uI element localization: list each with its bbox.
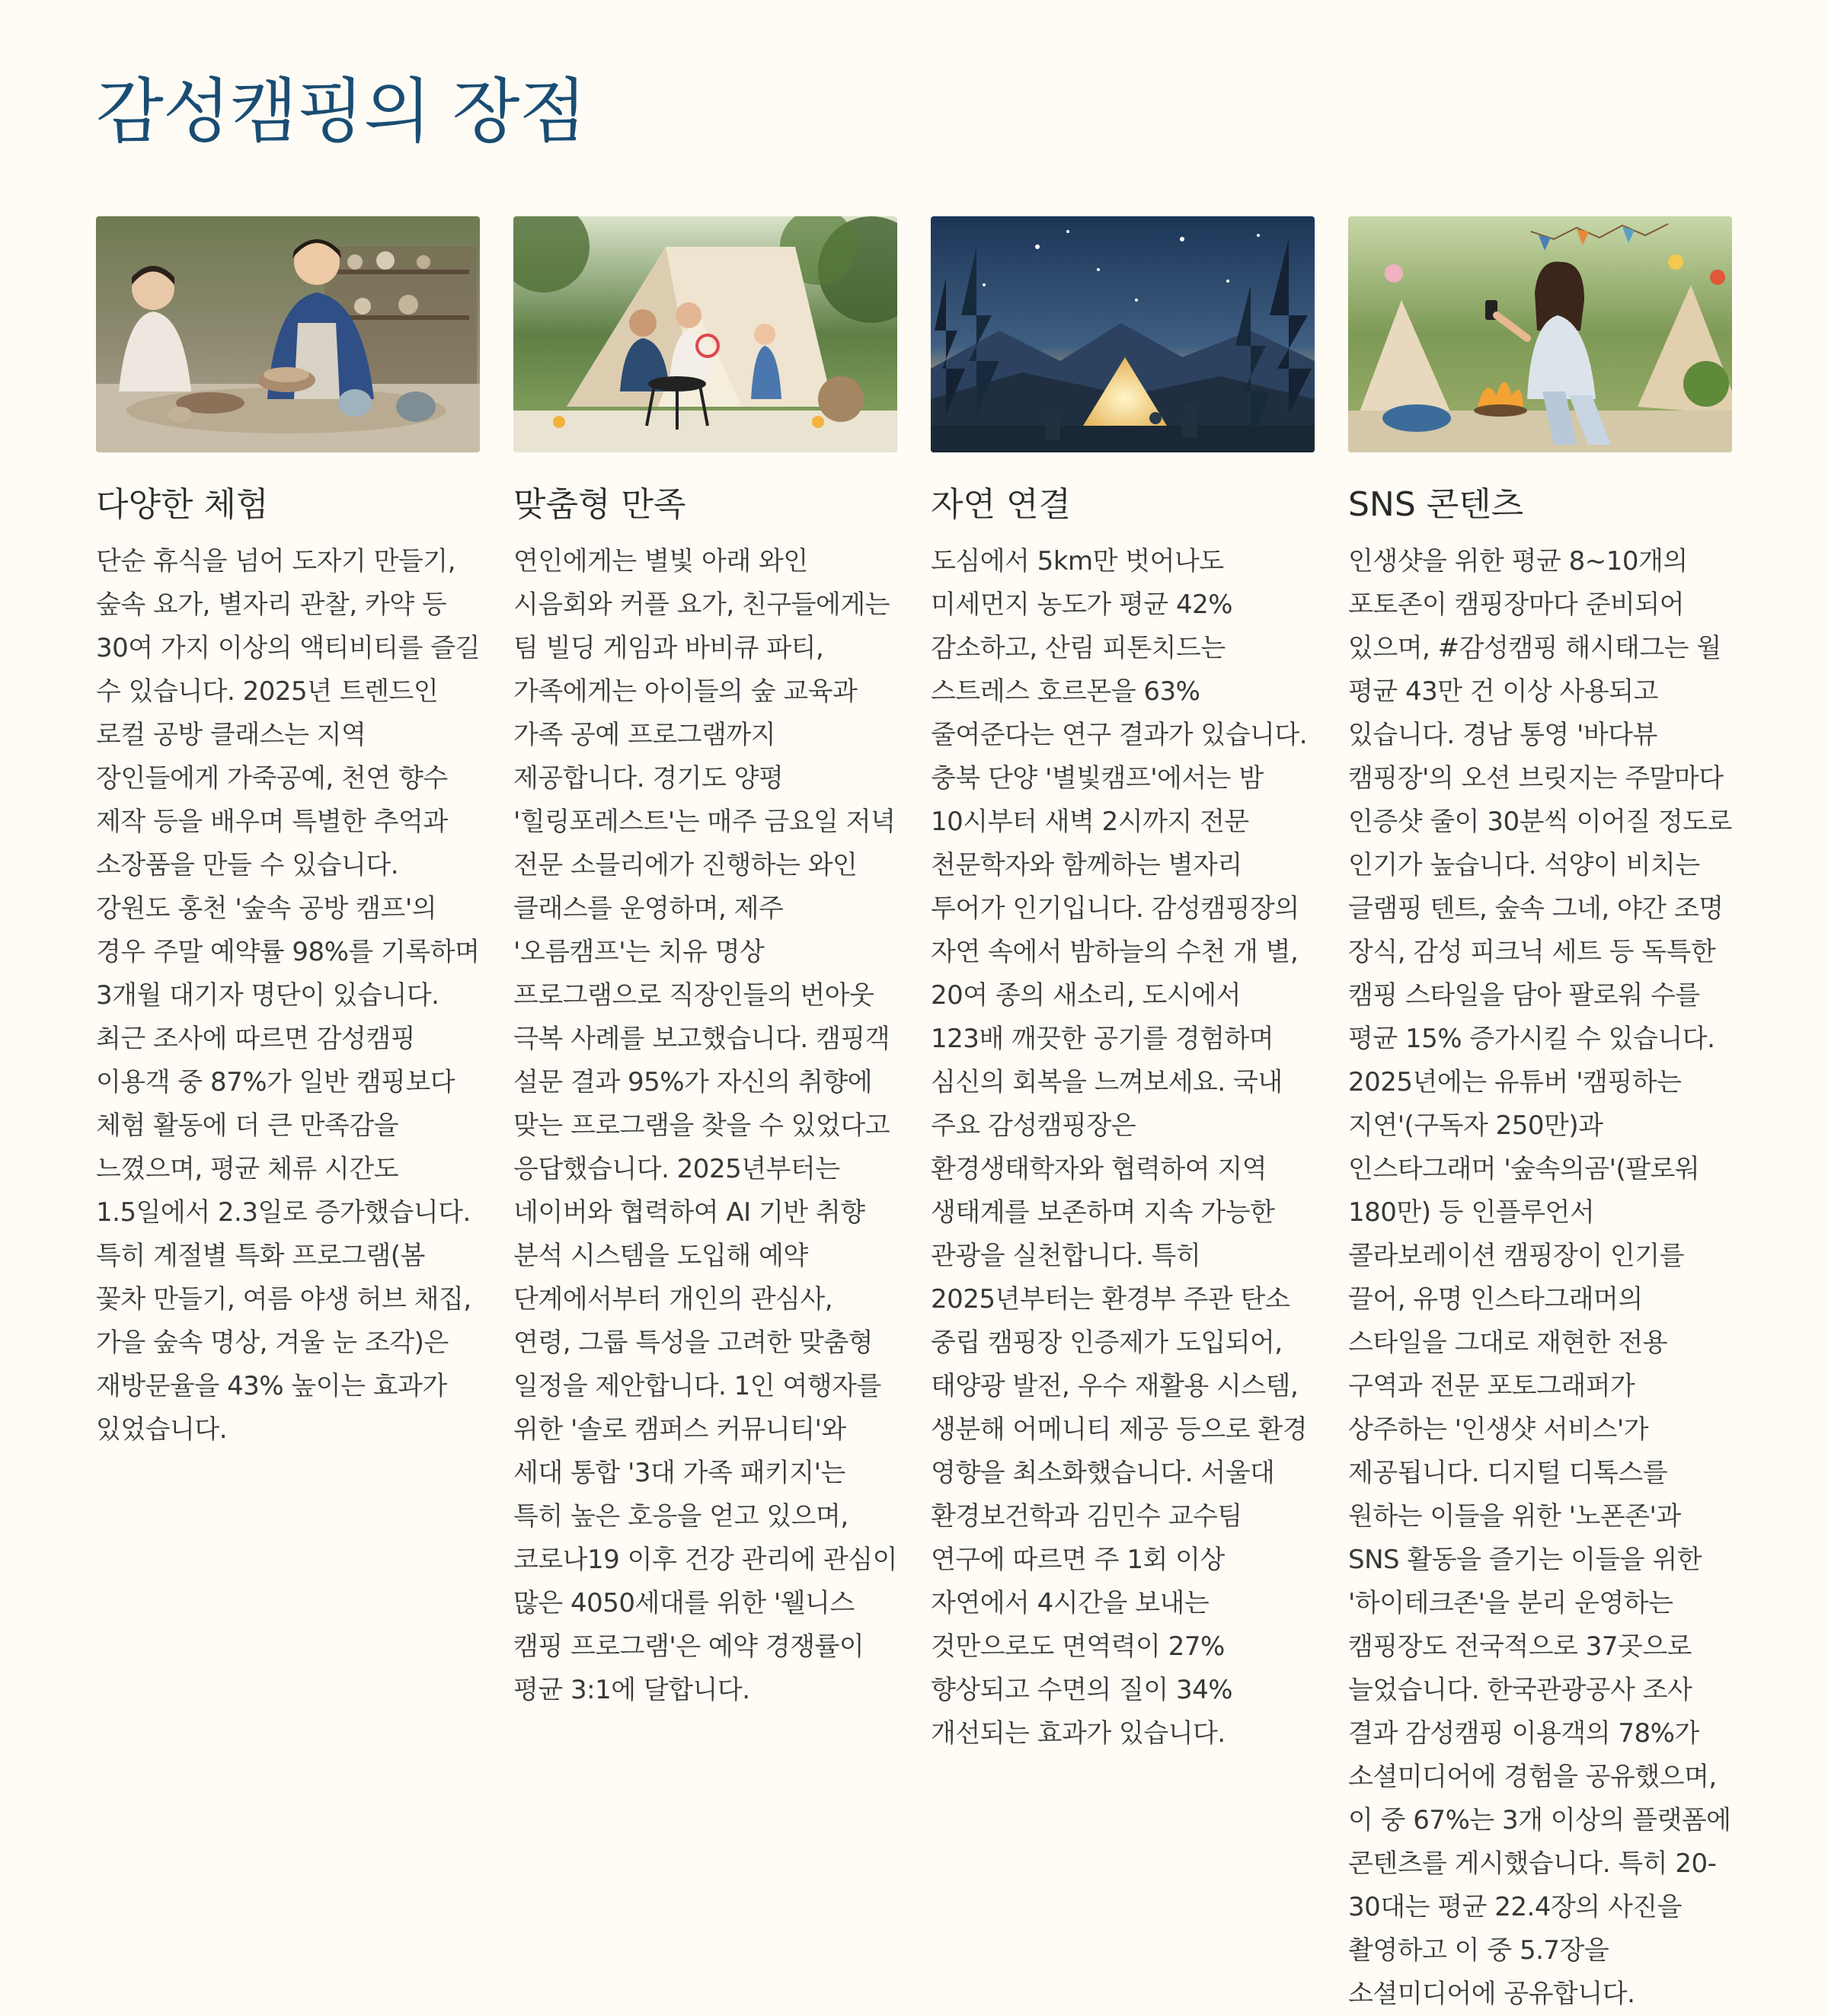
pottery-workshop-image bbox=[96, 216, 480, 452]
card-sns-content bbox=[1348, 216, 1732, 2016]
card-heading: SNS 콘텐츠 bbox=[1348, 485, 1524, 524]
card-body: 단순 휴식을 넘어 도자기 만들기, 숲속 요가, 별자리 관찰, 카약 등 30여 가지 이상의 액티비티를 즐길 수 있습니다. 2025년 트렌드인 로컬 공방 클래스는 지역 장인들에게 가죽공예, 천연 향수 제작 등을 배우며 특별한 추억과 소장품을 만들 수 있습니다. 강원도 홍천 '숲속 공방 캠프'의 경우 주말 예약률 98%를 기록하며 3개월 대기자 명단이 있습니다. 최근 조사에 따르면 감성캠핑 이용객 중 87%가 일반 캠핑보다 체험 활동에 더 큰 만족감을 느꼈으며, 평균 체류 시간도 1.5일에서 2.3일로 증가했습니다. 특히 계절별 특화 프로그램(봄 꽃차 만들기, 여름 야생 허브 채집, 가을 숲속 명상, 겨울 눈 조각)은 재방문율을 43% 높이는 효과가 있었습니다. bbox=[96, 546, 480, 1446]
family-tent-image bbox=[513, 216, 897, 452]
card-heading: 다양한 체험 bbox=[96, 485, 269, 524]
campsite-selfie-image bbox=[1348, 216, 1732, 452]
card-body: 도심에서 5km만 벗어나도 미세먼지 농도가 평균 42% 감소하고, 산림 피톤치드는 스트레스 호르몬을 63% 줄여준다는 연구 결과가 있습니다. 충북 단양 '별빛캠프'에서는 밤 10시부터 새벽 2시까지 전문 천문학자와 함께하는 별자리 투어가 인기입니다. 감성캠핑장의 자연 속에서 밤하늘의 수천 개 별, 20여 종의 새소리, 도시에서 123배 깨끗한 공기를 경험하며 심신의 회복을 느껴보세요. 국내 주요 감성캠핑장은 환경생태학자와 협력하여 지역 생태계를 보존하며 지속 가능한 관광을 실천합니다. 특히 2025년부터는 환경부 주관 탄소 중립 캠핑장 인증제가 도입되어, 태양광 발전, 우수 재활용 시스템, 생분해 어메니티 제공 등으로 환경 영향을 최소화했습니다. 서울대 환경보건학과 김민수 교수팀 연구에 따르면 주 1회 이상 자연에서 4시간을 보내는 것만으로도 면역력이 27% 향상되고 수면의 질이 34% 개선되는 효과가 있습니다. bbox=[931, 546, 1308, 1749]
card-heading: 맞춤형 만족 bbox=[513, 485, 686, 524]
page-title: 감성캠핑의 장점 bbox=[96, 71, 586, 152]
starry-night-tent-image bbox=[931, 216, 1315, 452]
card-nature-connection bbox=[931, 216, 1315, 2016]
card-heading: 자연 연결 bbox=[931, 485, 1072, 524]
card-body: 연인에게는 별빛 아래 와인 시음회와 커플 요가, 친구들에게는 팀 빌딩 게임과 바비큐 파티, 가족에게는 아이들의 숲 교육과 가족 공예 프로그램까지 제공합니다. 경기도 양평 '힐링포레스트'는 매주 금요일 저녁 전문 소믈리에가 진행하는 와인 클래스를 운영하며, 제주 '오름캠프'는 치유 명상 프로그램으로 직장인들의 번아웃 극복 사례를 보고했습니다. 캠핑객 설문 결과 95%가 자신의 취향에 맞는 프로그램을 찾을 수 있었다고 응답했습니다. 2025년부터는 네이버와 협력하여 AI 기반 취향 분석 시스템을 도입해 예약 단계에서부터 개인의 관심사, 연령, 그룹 특성을 고려한 맞춤형 일정을 제안합니다. 1인 여행자를 위한 '솔로 캠퍼스 커뮤니티'와 세대 통합 '3대 가족 패키지'는 특히 높은 호응을 얻고 있으며, 코로나19 이후 건강 관리에 관심이 많은 4050세대를 위한 '웰니스 캠핑 프로그램'은 예약 경쟁률이 평균 3:1에 달합니다. bbox=[513, 546, 897, 1706]
card-grid bbox=[96, 216, 1732, 2016]
card-body: 인생샷을 위한 평균 8~10개의 포토존이 캠핑장마다 준비되어 있으며, #감성캠핑 해시태그는 월 평균 43만 건 이상 사용되고 있습니다. 경남 통영 '바다뷰 캠핑장'의 오션 브릿지는 주말마다 인증샷 줄이 30분씩 이어질 정도로 인기가 높습니다. 석양이 비치는 글램핑 텐트, 숲속 그네, 야간 조명 장식, 감성 피크닉 세트 등 독특한 캠핑 스타일을 담아 팔로워 수를 평균 15% 증가시킬 수 있습니다. 2025년에는 유튜버 '캠핑하는 지연'(구독자 250만)과 인스타그래머 '숲속의곰'(팔로워 180만) 등 인플루언서 콜라보레이션 캠핑장이 인기를 끌어, 유명 인스타그래머의 스타일을 그대로 재현한 전용 구역과 전문 포토그래퍼가 상주하는 '인생샷 서비스'가 제공됩니다. 디지털 디톡스를 원하는 이들을 위한 '노폰존'과 SNS 활동을 즐기는 이들을 위한 '하이테크존'을 분리 운영하는 캠핑장도 전국적으로 37곳으로 늘었습니다. 한국관광공사 조사 결과 감성캠핑 이용객의 78%가 소셜미디어에 경험을 공유했으며, 이 중 67%는 3개 이상의 플랫폼에 콘텐츠를 게시했습니다. 특히 20-30대는 평균 22.4장의 사진을 촬영하고 이 중 5.7장을 소셜미디어에 공유합니다. bbox=[1348, 546, 1732, 2010]
card-diverse-experience bbox=[96, 216, 480, 2016]
card-custom-satisfaction bbox=[513, 216, 897, 2016]
